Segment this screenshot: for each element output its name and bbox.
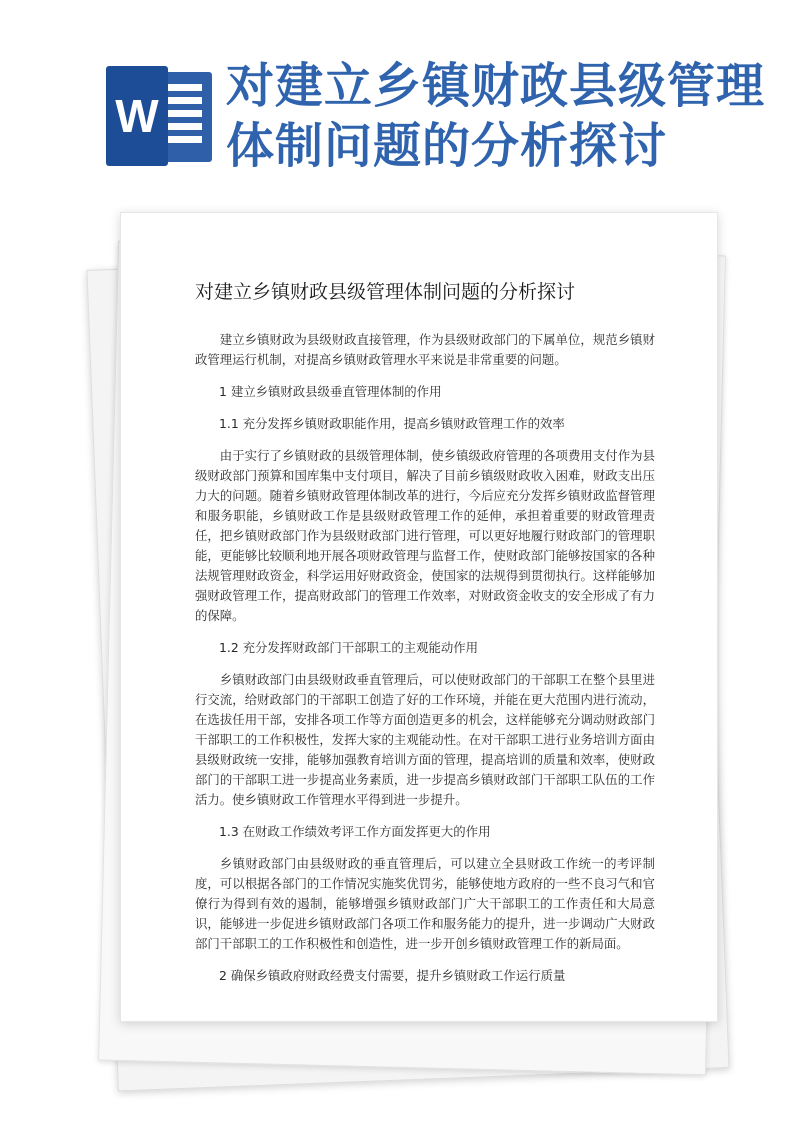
document-body bbox=[195, 330, 655, 986]
section-heading: 1.1 充分发挥乡镇财政职能作用，提高乡镇财政管理工作的效率 bbox=[219, 416, 565, 431]
body-paragraph: 乡镇财政部门由县级财政垂直管理后，可以使财政部门的干部职工在整个县里进行交流，给财政部门的干部职工创造了好的工作环境，并能在更大范围内进行流动，在选拔任用干部，安排各项工作等方面创造更多的机会，这样能够充分调动财政部门干部职工的工作积极性，发挥大家的主观能动性。在对干部职工进行业务培训方面由县级财政统一安排，能够加强教育培训方面的管理，提高培训的质量和效率，使财政部门的干部职工进一步提高业务素质，进一步提高乡镇财政部门干部职工队伍的工作活力。使乡镇财政工作管理水平得到进一步提升。 bbox=[195, 672, 655, 807]
document-page bbox=[120, 212, 718, 1022]
section-heading: 1.3 在财政工作绩效考评工作方面发挥更大的作用 bbox=[219, 824, 491, 839]
section-heading: 1.2 充分发挥财政部门干部职工的主观能动作用 bbox=[219, 640, 479, 655]
body-paragraph: 由于实行了乡镇财政的县级管理体制，使乡镇级政府管理的各项费用支付作为县级财政部门预算和国库集中支付项目，解决了目前乡镇级财政收入困难，财政支出压力大的问题。随着乡镇财政管理体制改革的进行，今后应充分发挥乡镇财政监督管理和服务职能，乡镇财政工作是县级财政管理工作的延伸，承担着重要的财政管理责任，把乡镇财政部门作为县级财政部门进行管理，可以更好地履行财政部门的管理职能，更能够比较顺利地开展各项财政管理与监督工作，使财政部门能够按国家的各种法规管理财政资金，科学运用好财政资金，使国家的法规得到贯彻执行。这样能够加强财政管理工作，提高财政部门的管理工作效率，对财政资金收支的安全形成了有力的保障。 bbox=[195, 448, 655, 623]
section-heading: 2 确保乡镇政府财政经费支付需要，提升乡镇财政工作运行质量 bbox=[219, 968, 566, 983]
word-document-icon bbox=[106, 66, 214, 166]
section-heading: 1 建立乡镇财政县级垂直管理体制的作用 bbox=[219, 384, 442, 399]
banner bbox=[0, 0, 800, 210]
document-title: 对建立乡镇财政县级管理体制问题的分析探讨 bbox=[195, 281, 576, 303]
body-paragraph: 乡镇财政部门由县级财政的垂直管理后，可以建立全县财政工作统一的考评制度，可以根据各部门的工作情况实施奖优罚劣，能够使地方政府的一些不良习气和官僚行为得到有效的遏制，能够增强乡镇财政部门广大干部职工的工作责任和大局意识，能够进一步促进乡镇财政部门各项工作和服务能力的提升，进一步调动广大财政部门干部职工的工作积极性和创造性，进一步开创乡镇财政管理工作的新局面。 bbox=[195, 856, 655, 951]
word-letter: W bbox=[106, 66, 168, 166]
banner-title: 对建立乡镇财政县级管理体制问题的分析探讨 bbox=[226, 58, 766, 174]
body-paragraph: 建立乡镇财政为县级财政直接管理，作为县级财政部门的下属单位，规范乡镇财政管理运行机制，对提高乡镇财政管理水平来说是非常重要的问题。 bbox=[195, 332, 655, 367]
